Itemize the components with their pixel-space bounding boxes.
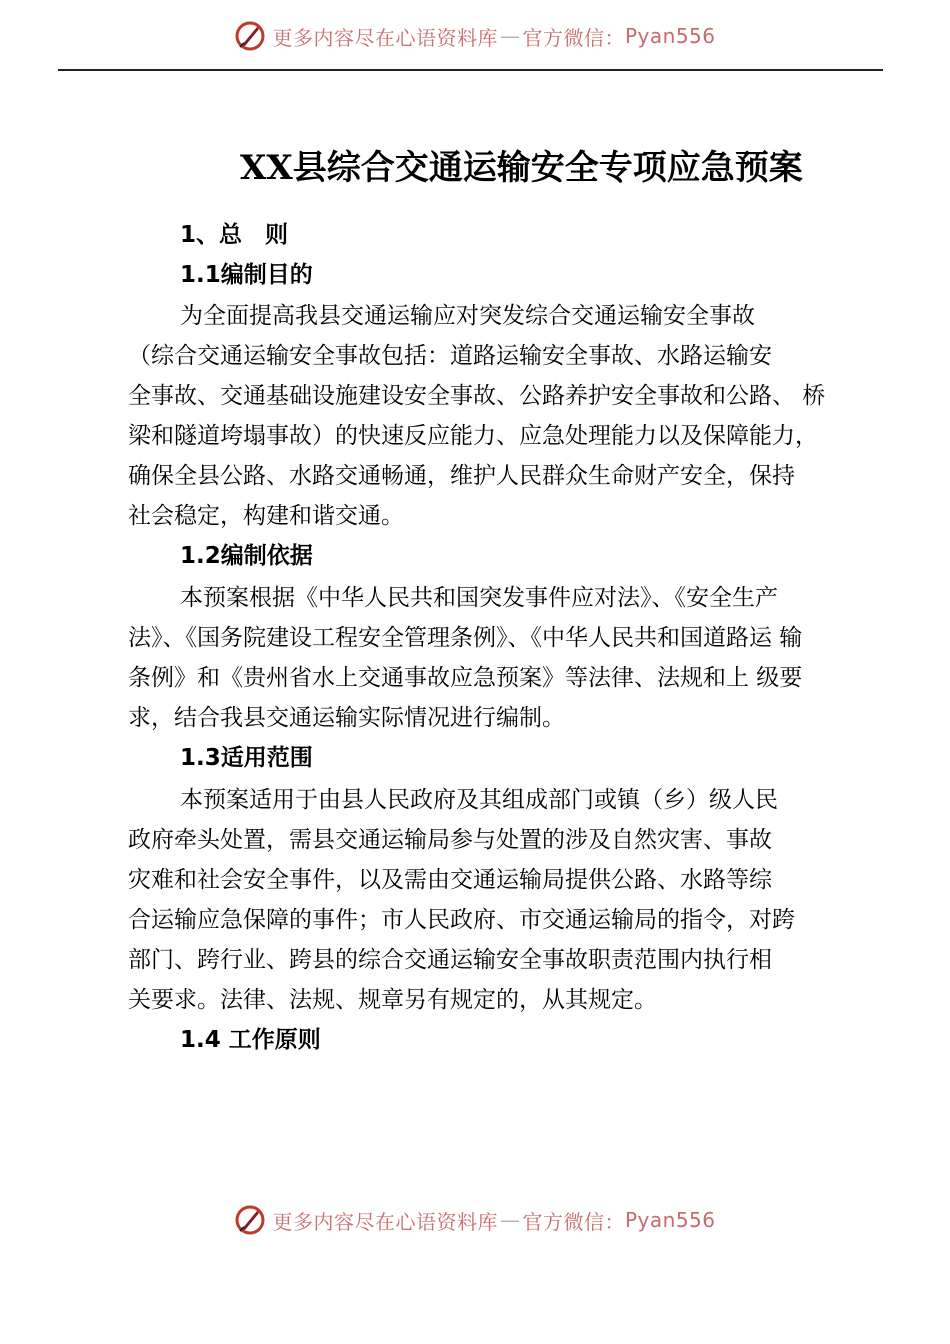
- watermark-separator: —: [499, 1208, 521, 1232]
- watermark-text: 更多内容尽在心语资料库: [272, 25, 498, 50]
- section-1-4-heading: 1.4 工作原则: [180, 1027, 321, 1053]
- document-title: XX县综合交通运输安全专项应急预案: [240, 148, 803, 188]
- section-1-3-heading: 1.3适用范围: [180, 745, 313, 771]
- header-rule: [58, 69, 883, 71]
- paragraph-line: 社会稳定，构建和谐交通。: [128, 503, 404, 529]
- paragraph-line: 关要求。法律、法规、规章另有规定的，从其规定。: [128, 987, 657, 1013]
- quill-logo-icon: [234, 20, 266, 52]
- paragraph-line: 法》、《国务院建设工程安全管理条例》、《中华人民共和国道路运 输: [128, 625, 803, 651]
- watermark-id: Pyan556: [624, 24, 716, 48]
- paragraph-line: 本预案适用于由县人民政府及其组成部门或镇（乡）级人民: [180, 787, 778, 813]
- header-watermark: [0, 16, 950, 56]
- footer-watermark: [0, 1200, 950, 1240]
- paragraph-line: 梁和隧道垮塌事故）的快速反应能力、应急处理能力以及保障能力，: [128, 423, 818, 449]
- paragraph-line: 求，结合我县交通运输实际情况进行编制。: [128, 705, 565, 731]
- paragraph-line: 合运输应急保障的事件；市人民政府、市交通运输局的指令，对跨: [128, 907, 795, 933]
- paragraph-line: 条例》和《贵州省水上交通事故应急预案》等法律、法规和上 级要: [128, 665, 803, 691]
- section-1-1-heading: 1.1编制目的: [180, 262, 313, 288]
- watermark-official: 官方微信：: [522, 1209, 625, 1234]
- paragraph-line: 确保全县公路、水路交通畅通，维护人民群众生命财产安全，保持: [128, 463, 795, 489]
- paragraph-line: 为全面提高我县交通运输应对突发综合交通运输安全事故: [180, 303, 755, 329]
- paragraph-line: 政府牵头处置，需县交通运输局参与处置的涉及自然灾害、事故: [128, 827, 772, 853]
- paragraph-line: 灾难和社会安全事件，以及需由交通运输局提供公路、水路等综: [128, 867, 772, 893]
- section-1-2-heading: 1.2编制依据: [180, 543, 313, 569]
- section-1-heading: 1、总 则: [180, 222, 289, 248]
- paragraph-line: 全事故、交通基础设施建设安全事故、公路养护安全事故和公路、 桥: [128, 383, 826, 409]
- watermark-official: 官方微信：: [522, 25, 625, 50]
- paragraph-line: 部门、跨行业、跨县的综合交通运输安全事故职责范围内执行相: [128, 947, 772, 973]
- quill-logo-icon: [234, 1204, 266, 1236]
- watermark-separator: —: [499, 24, 521, 48]
- paragraph-line: （综合交通运输安全事故包括：道路运输安全事故、水路运输安: [128, 343, 772, 369]
- watermark-id: Pyan556: [624, 1208, 716, 1232]
- paragraph-line: 本预案根据《中华人民共和国突发事件应对法》、《安全生产: [180, 585, 778, 611]
- watermark-text: 更多内容尽在心语资料库: [272, 1209, 498, 1234]
